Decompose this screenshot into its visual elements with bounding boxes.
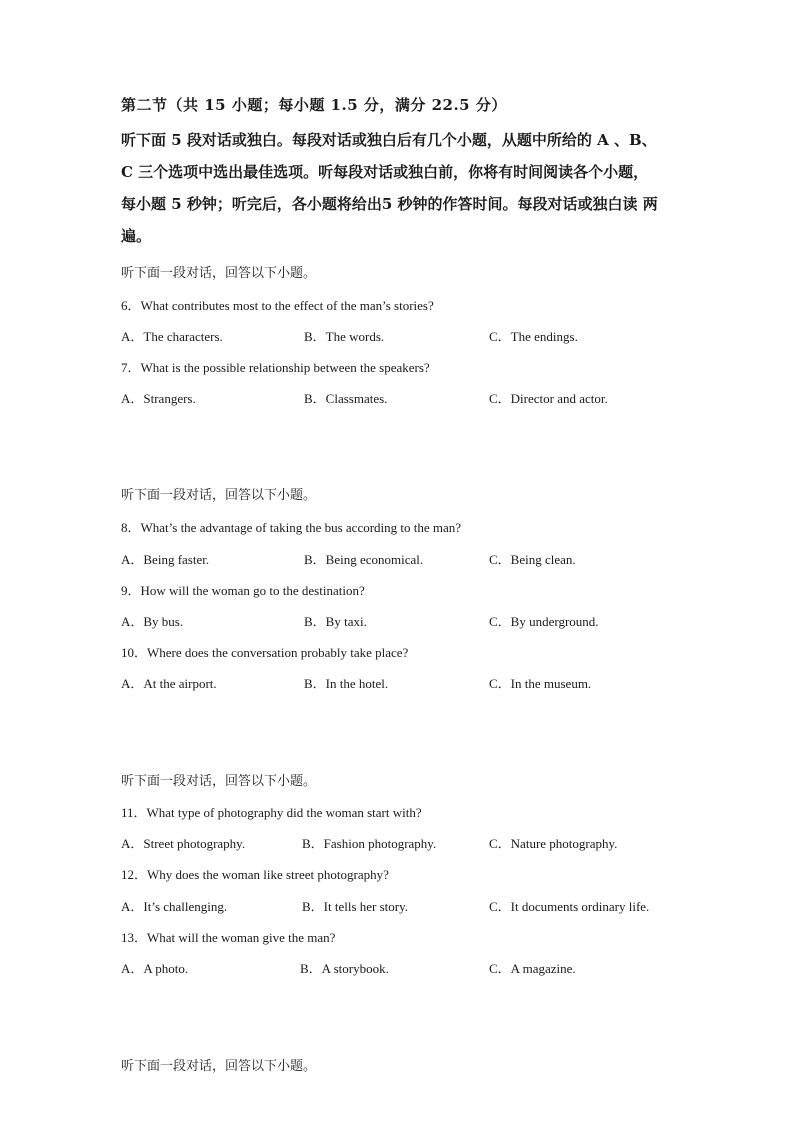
option-c: C．By underground. <box>489 614 599 629</box>
dialogue-intro: 听下面一段对话，回答以下小题。 <box>121 774 317 789</box>
section-heading: 第二节（共 15 小题；每小题 1.5 分，满分 22.5 分） <box>121 96 507 114</box>
question-11: 11．What type of photography did the woman start with? <box>121 805 422 820</box>
option-c: C．Being clean. <box>489 552 576 567</box>
question-12: 12．Why does the woman like street photography? <box>121 867 389 882</box>
option-a: A．By bus. <box>121 614 184 629</box>
option-b: B．By taxi. <box>304 614 367 629</box>
option-c: C．Director and actor. <box>489 391 608 406</box>
question-8: 8．What’s the advantage of taking the bus according to the man? <box>121 520 462 535</box>
question-10: 10．Where does the conversation probably take place? <box>121 645 409 660</box>
option-a: A．A photo. <box>121 961 189 976</box>
option-c: C．It documents ordinary life. <box>489 899 650 914</box>
dialogue-intro: 听下面一段对话，回答以下小题。 <box>121 1059 317 1074</box>
option-a: A．At the airport. <box>121 676 217 691</box>
question-6-options <box>121 329 741 345</box>
option-a: A．Strangers. <box>121 391 196 406</box>
option-b: B．Being economical. <box>304 552 424 567</box>
instruction-line: 遍。 <box>121 227 152 245</box>
option-b: B．Fashion photography. <box>302 836 437 851</box>
dialogue-intro: 听下面一段对话，回答以下小题。 <box>121 266 317 281</box>
question-9-options <box>121 614 741 630</box>
question-7-options <box>121 391 741 407</box>
option-b: B．Classmates. <box>304 391 388 406</box>
question-8-options <box>121 552 741 568</box>
option-c: C．The endings. <box>489 329 578 344</box>
question-10-options <box>121 676 741 692</box>
option-a: A．The characters. <box>121 329 223 344</box>
option-b: B．It tells her story. <box>302 899 409 914</box>
question-13: 13．What will the woman give the man? <box>121 930 336 945</box>
option-c: C．In the museum. <box>489 676 592 691</box>
instruction-line: 每小题 5 秒钟；听完后，各小题将给出5 秒钟的作答时间。每段对话或独白读 两 <box>121 195 658 213</box>
option-c: C．Nature photography. <box>489 836 618 851</box>
dialogue-intro: 听下面一段对话，回答以下小题。 <box>121 488 317 503</box>
instruction-line: 听下面 5 段对话或独白。每段对话或独白后有几个小题，从题中所给的 A 、B、 <box>121 131 657 149</box>
question-12-options <box>121 899 741 915</box>
option-a: A．Street photography. <box>121 836 246 851</box>
question-13-options <box>121 961 741 977</box>
option-a: A．It’s challenging. <box>121 899 228 914</box>
instruction-line: C 三个选项中选出最佳选项。听每段对话或独白前，你将有时间阅读各个小题， <box>121 163 649 181</box>
option-c: C．A magazine. <box>489 961 576 976</box>
option-b: B．In the hotel. <box>304 676 389 691</box>
question-7: 7．What is the possible relationship between the speakers? <box>121 360 430 375</box>
option-b: B．The words. <box>304 329 385 344</box>
section-instructions <box>121 124 701 252</box>
question-11-options <box>121 836 741 852</box>
question-6: 6．What contributes most to the effect of the man’s stories? <box>121 298 434 313</box>
option-a: A．Being faster. <box>121 552 210 567</box>
option-b: B．A storybook. <box>300 961 389 976</box>
question-9: 9．How will the woman go to the destination? <box>121 583 365 598</box>
